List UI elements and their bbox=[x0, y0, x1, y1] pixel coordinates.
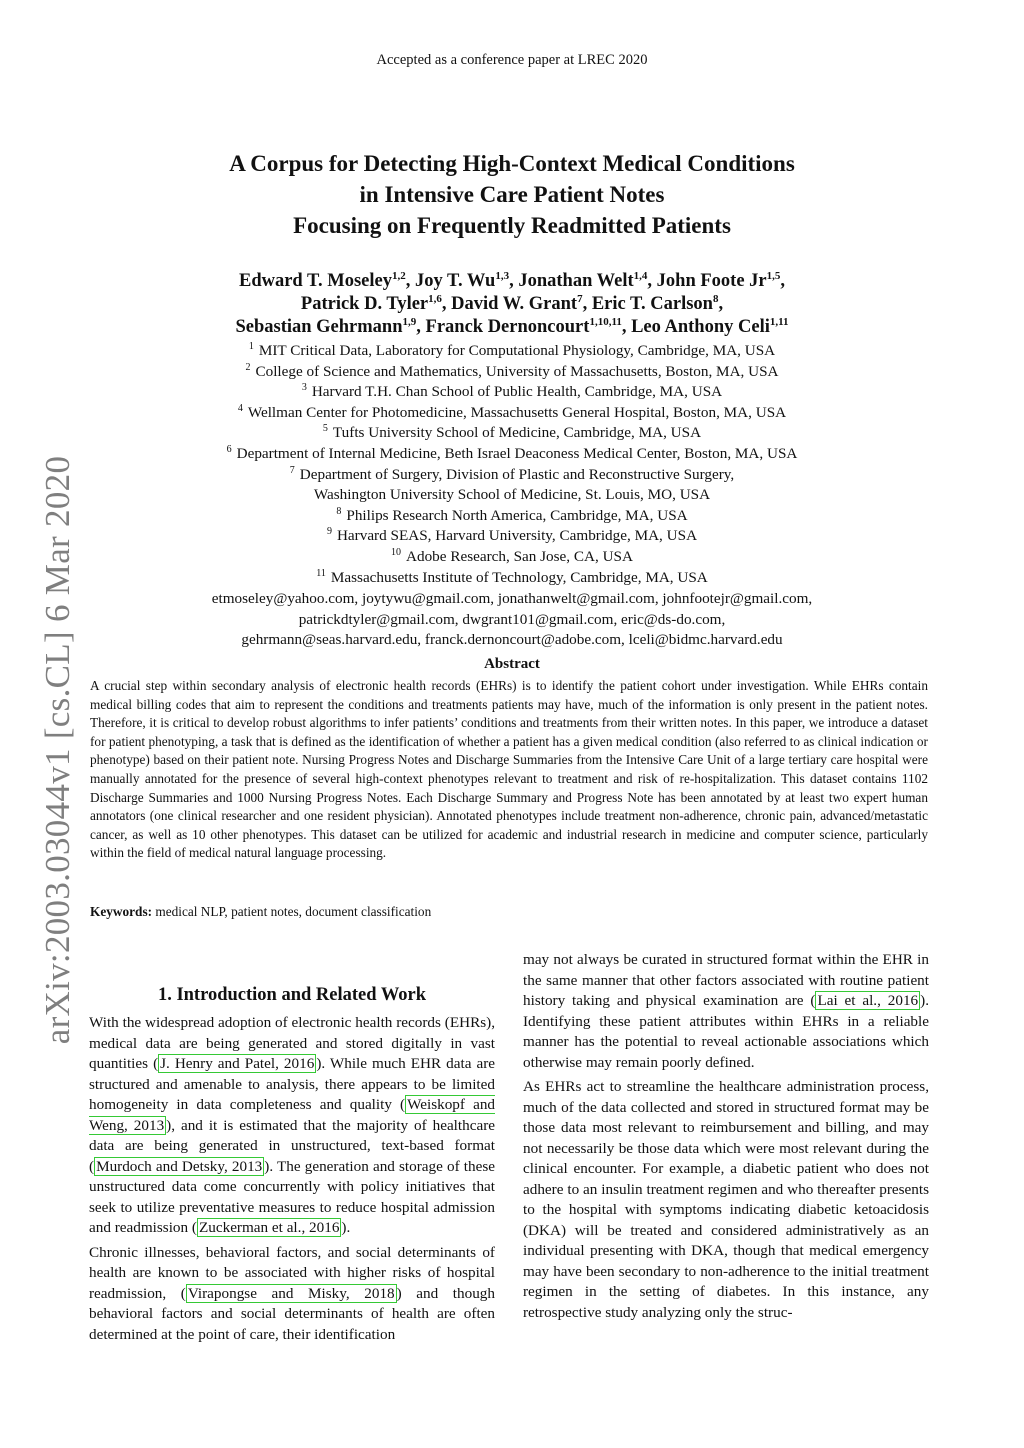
author-name: Sebastian Gehrmann bbox=[235, 317, 403, 337]
author-list bbox=[0, 270, 1024, 339]
citation-link[interactable]: Virapongse and Misky, 2018 bbox=[187, 1284, 395, 1302]
affiliation-text: Harvard SEAS, Harvard University, Cambridge, MA, USA bbox=[336, 527, 698, 545]
paper-title bbox=[0, 148, 1024, 241]
affiliation-text: MIT Critical Data, Laboratory for Computational Physiology, Cambridge, MA, USA bbox=[258, 342, 776, 359]
paragraph bbox=[523, 1077, 929, 1323]
affiliation bbox=[0, 423, 1024, 444]
author-affil-marker: 1,10,11 bbox=[589, 316, 622, 328]
author-affil-marker: 7 bbox=[577, 293, 583, 305]
affiliation bbox=[0, 341, 1024, 362]
conference-header: Accepted as a conference paper at LREC 2020 bbox=[376, 52, 648, 68]
keywords-label: Keywords: bbox=[90, 904, 153, 919]
author-name: David W. Grant bbox=[451, 294, 578, 314]
author-affil-marker: 1,4 bbox=[633, 270, 648, 282]
right-column bbox=[523, 950, 929, 1327]
affiliation-text: Washington University School of Medicine, St. Louis, MO, USA bbox=[313, 486, 711, 504]
author-name: Joy T. Wu bbox=[414, 271, 496, 291]
abstract-text: A crucial step within secondary analysis of electronic health records (EHRs) is to identify the patient cohort under investigation. While EHRs contain medical billing codes that aim to represent the conditions and treatments patients may have, much of the information is only present in the patient notes. Therefore, it is critical to develop robust algorithms to infer patients’ conditions and treatments from their written notes. In this paper, we introduce a dataset for patient phenotyping, a task that is defined as the identification of whether a patient has a given medical condition (also referred to as clinical indication or phenotype) based on their patient note. Nursing Progress Notes and Discharge Summaries from the Intensive Care Unit of a large tertiary care hospital were manually annotated for the presence of several high-context phenotypes relevant to treatment and risk of re-hospitalization. This dataset contains 1102 Discharge Summaries and 1000 Nursing Progress Notes. Each Discharge Summary and Progress Note has been annotated by at least two expert human annotators (one clinical researcher and one resident physician). Annotated phenotypes include treatment non-adherence, chronic pain, advanced/metastatic cancer, as well as 10 other phenotypes. This dataset can be utilized for academic and industrial research in medicine and computer science, particularly within the field of medical natural language processing. bbox=[90, 678, 928, 861]
citation-link[interactable]: Murdoch and Detsky, 2013 bbox=[96, 1157, 263, 1175]
affiliation bbox=[0, 568, 1024, 589]
affiliation-number: 6 bbox=[226, 443, 232, 455]
affiliation-text: Harvard T.H. Chan School of Public Health, Cambridge, MA, USA bbox=[311, 383, 723, 401]
paragraph bbox=[89, 1243, 495, 1346]
affiliation-text: College of Science and Mathematics, University of Massachusetts, Boston, MA, USA bbox=[255, 362, 779, 380]
text-run: ). Identifying these patient attributes within EHRs in a reliable manner has the potential to reveal actionable associations which otherwise may remain poorly defined. bbox=[523, 992, 929, 1071]
title-line: in Intensive Care Patient Notes bbox=[359, 182, 665, 207]
affiliation-text: Wellman Center for Photomedicine, Massachusetts General Hospital, Boston, MA, USA bbox=[247, 403, 787, 421]
keywords bbox=[90, 904, 928, 920]
affiliation bbox=[0, 362, 1024, 383]
author-affil-marker: 1,6 bbox=[428, 293, 442, 305]
affiliation-number: 4 bbox=[237, 402, 243, 414]
author-affil-marker: 1,11 bbox=[769, 316, 789, 328]
affiliation-text: Philips Research North America, Cambridge, MA, USA bbox=[346, 506, 688, 524]
arxiv-stamp[interactable]: arXiv:2003.03044v1 [cs.CL] 6 Mar 2020 bbox=[38, 455, 77, 1045]
affiliation-number: 5 bbox=[322, 423, 328, 435]
author-affil-marker: 1,2 bbox=[391, 270, 406, 282]
affiliation bbox=[0, 403, 1024, 424]
citation-link[interactable]: Lai et al., 2016 bbox=[817, 992, 919, 1009]
text-run: With the widespread adoption of electronic health records (EHRs), medical data are being generated and stored digitally in vast quantities ( bbox=[89, 1014, 495, 1072]
affiliation-number: 7 bbox=[289, 464, 295, 476]
title-line: A Corpus for Detecting High-Context Medical Conditions bbox=[229, 151, 795, 176]
text-run: ), and it is estimated that the majority of healthcare data are being generated in unstructured, text-based format ( bbox=[89, 1116, 496, 1175]
author-name: Eric T. Carlson bbox=[591, 294, 713, 314]
paragraph bbox=[89, 1013, 495, 1239]
author-line: Patrick D. Tyler$^{1,6}$, David W. Grant$^7$, Eric T. Carlson$^8$, bbox=[300, 293, 724, 314]
affiliation-number: 1 bbox=[248, 341, 254, 352]
affiliation-number: 10 bbox=[391, 546, 402, 558]
affiliation bbox=[0, 382, 1024, 403]
affiliation-text: Massachusetts Institute of Technology, Cambridge, MA, USA bbox=[330, 568, 708, 586]
email-line[interactable]: patrickdtyler@gmail.com, dwgrant101@gmail.com, eric@ds-do.com, bbox=[298, 610, 726, 628]
paragraph bbox=[523, 950, 929, 1073]
affiliation-text: Tufts University School of Medicine, Cambridge, MA, USA bbox=[332, 424, 702, 442]
author-name: Jonathan Welt bbox=[518, 271, 634, 291]
citation-link[interactable]: Zuckerman et al., 2016 bbox=[198, 1219, 340, 1236]
author-affil-marker: 1,3 bbox=[495, 270, 510, 282]
text-run: ). bbox=[341, 1219, 351, 1236]
citation-link[interactable]: Weiskopf and Weng, 2013 bbox=[89, 1096, 496, 1134]
affiliation-text: Department of Surgery, Division of Plastic and Reconstructive Surgery, bbox=[299, 465, 735, 483]
author-name: Franck Dernoncourt bbox=[425, 317, 590, 337]
affiliation bbox=[0, 485, 1024, 506]
affiliation-number: 3 bbox=[301, 382, 307, 394]
email-line[interactable]: etmoseley@yahoo.com, joytywu@gmail.com, jonathanwelt@gmail.com, johnfootejr@gmail.com, bbox=[211, 590, 813, 607]
affiliation-number: 2 bbox=[245, 361, 251, 373]
affiliation-number: 9 bbox=[326, 526, 332, 538]
affiliation bbox=[0, 444, 1024, 465]
email-list bbox=[0, 589, 1024, 651]
author-line: Sebastian Gehrmann$^{1,9}$, Franck Dernoncourt$^{1,10,11}$, Leo Anthony Celi$^{1,11}$ bbox=[235, 316, 789, 337]
text-run: As EHRs act to streamline the healthcare administration process, much of the data collected and stored in structured format may be those data most relevant to reimbursement and billing, and may not necessarily be those data which were most relevant during the clinical encounter. For example, a diabetic patient who does not adhere to an insulin treatment regimen and who thereafter presents to the hospital with symptoms indicating diabetic ketoacidosis (DKA) will be treated and considered administratively as an individual presenting with DKA, though that medical emergency may have been secondary to non-adherence to the initial treatment regimen in the setting of diabetes. In this instance, any retrospective study analyzing only the struc- bbox=[523, 1078, 929, 1321]
affiliation bbox=[0, 465, 1024, 486]
author-name: Leo Anthony Celi bbox=[631, 317, 770, 337]
abstract-heading: Abstract bbox=[484, 656, 540, 672]
section-heading: 1. Introduction and Related Work bbox=[157, 985, 427, 1005]
left-column bbox=[89, 1013, 495, 1349]
affiliation bbox=[0, 547, 1024, 568]
citation-link[interactable]: J. Henry and Patel, 2016 bbox=[160, 1055, 315, 1072]
author-affil-marker: 1,5 bbox=[766, 270, 781, 282]
text-run: ) and though behavioral factors and social determinants of health are often determined at the point of care, their identification bbox=[89, 1284, 495, 1343]
author-affil-marker: 1,9 bbox=[402, 316, 417, 328]
author-name: Edward T. Moseley bbox=[238, 271, 392, 291]
keywords-text: medical NLP, patient notes, document classification bbox=[155, 904, 432, 919]
text-run: Chronic illnesses, behavioral factors, and social determinants of health are known to be associated with higher risks of hospital readmission, ( bbox=[89, 1243, 495, 1302]
author-line: Edward T. Moseley$^{1,2}$, Joy T. Wu$^{1,3}$, Jonathan Welt$^{1,4}$, John Foote Jr$^{1,5}$, bbox=[238, 270, 785, 291]
text-run: ). While much EHR data are structured and amenable to analysis, there appears to be limited homogeneity in data completeness and quality ( bbox=[89, 1055, 496, 1113]
author-name: John Foote Jr bbox=[656, 271, 767, 291]
text-run: ). The generation and storage of these unstructured data come concurrently with policy initiatives that seek to utilize preventative measures to reduce hospital admission and readmission ( bbox=[89, 1157, 495, 1236]
text-run: may not always be curated in structured format within the EHR in the same manner that other factors associated with routine patient history taking and physical examination are ( bbox=[523, 951, 929, 1009]
author-name: Patrick D. Tyler bbox=[300, 294, 429, 314]
affiliation bbox=[0, 526, 1024, 547]
email-line[interactable]: gehrmann@seas.harvard.edu, franck.dernoncourt@adobe.com, lceli@bidmc.harvard.edu bbox=[241, 631, 783, 649]
affiliation-text: Department of Internal Medicine, Beth Israel Deaconess Medical Center, Boston, MA, USA bbox=[236, 444, 798, 462]
author-affil-marker: 8 bbox=[712, 293, 719, 305]
affiliation-list bbox=[0, 341, 1024, 588]
title-line: Focusing on Frequently Readmitted Patients bbox=[293, 213, 731, 238]
affiliation-number: 8 bbox=[336, 505, 342, 517]
affiliation-number: 11 bbox=[316, 567, 326, 579]
affiliation-text: Adobe Research, San Jose, CA, USA bbox=[406, 547, 633, 565]
affiliation bbox=[0, 506, 1024, 527]
